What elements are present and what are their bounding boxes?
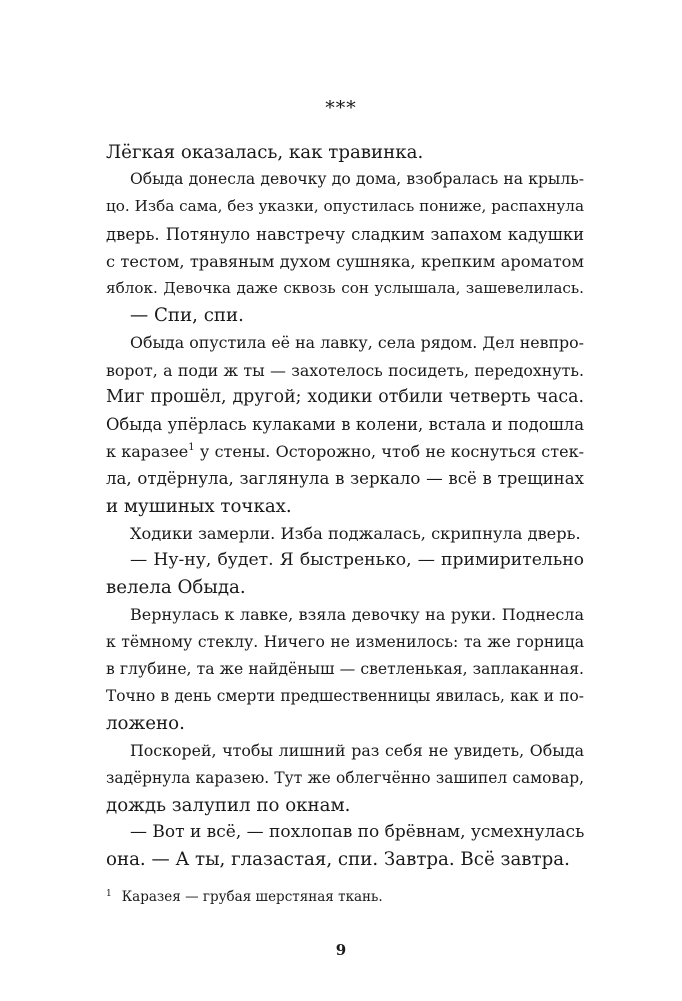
body-text [106, 139, 584, 873]
text-line: Обыда опустила её на лавку, села рядом. Дел невпро- [130, 333, 584, 353]
footnote [106, 888, 584, 906]
page-number: 9 [335, 941, 347, 959]
text-line: — Вот и всё, — похлопав по брёвнам, усмехнулась [130, 822, 585, 843]
text-line: — Ну-ну, будет. Я быстренько, — примирительно [130, 550, 584, 571]
text-line: с тестом, травяным духом сушняка, крепким ароматом [106, 251, 584, 271]
footnote-text: Каразея — грубая шерстяная ткань. [121, 889, 383, 905]
text-line: Вернулась к лавке, взяла девочку на руки. Поднесла [130, 605, 584, 625]
text-line: Поскорей, чтобы лишний раз себя не увидеть, Обыда [130, 741, 584, 761]
section-separator: *** [325, 97, 357, 119]
text-line: задёрнула каразею. Тут же облегчённо зашипел самовар, [106, 768, 584, 787]
text-line: Ходики замерли. Изба поджалась, скрипнула дверь. [130, 523, 581, 543]
text-line: ворот, а поди ж ты — захотелось посидеть, передохнуть. [106, 360, 584, 380]
text-line: ла, отдёрнула, заглянула в зеркало — всё в трещинах [106, 469, 584, 489]
text-fragment: у стены. Осторожно, чтоб не коснуться стек- [199, 442, 584, 462]
text-line: велела Обыда. [106, 577, 246, 599]
text-fragment: к каразее [106, 442, 189, 462]
text-line: Лёгкая оказалась, как травинка. [106, 142, 424, 163]
text-line: дождь залупил по окнам. [106, 794, 351, 816]
text-line: Миг прошёл, другой; ходики отбили четверть часа. [106, 386, 584, 407]
footnote-mark: 1 [106, 889, 112, 899]
text-line: к тёмному стеклу. Ничего не изменилось: та же горница [106, 632, 584, 651]
text-line: дверь. Потянуло навстречу сладким запахом кадушки [106, 224, 584, 244]
text-line: Обыда донесла девочку до дома, взобралась на крыль- [130, 170, 584, 189]
text-line: Точно в день смерти предшественницы явилась, как и по- [106, 687, 584, 706]
text-line: цо. Изба сама, без указки, опустилась пониже, распахнула [106, 197, 584, 216]
text-line [106, 438, 584, 465]
text-line: яблок. Девочка даже сквозь сон услышала, зашевелилась. [106, 279, 584, 298]
text-line: Обыда упёрлась кулаками в колени, встала и подошла [106, 415, 584, 435]
text-line: — Спи, спи. [130, 305, 244, 327]
footnote-reference[interactable]: 1 [188, 442, 195, 454]
text-line: она. — А ты, глазастая, спи. Завтра. Всё завтра. [106, 849, 570, 871]
text-line: и мушиных точках. [106, 495, 292, 517]
text-line: ложено. [106, 713, 185, 735]
text-line: в глубине, та же найдёныш — светленькая, заплаканная. [106, 659, 584, 678]
